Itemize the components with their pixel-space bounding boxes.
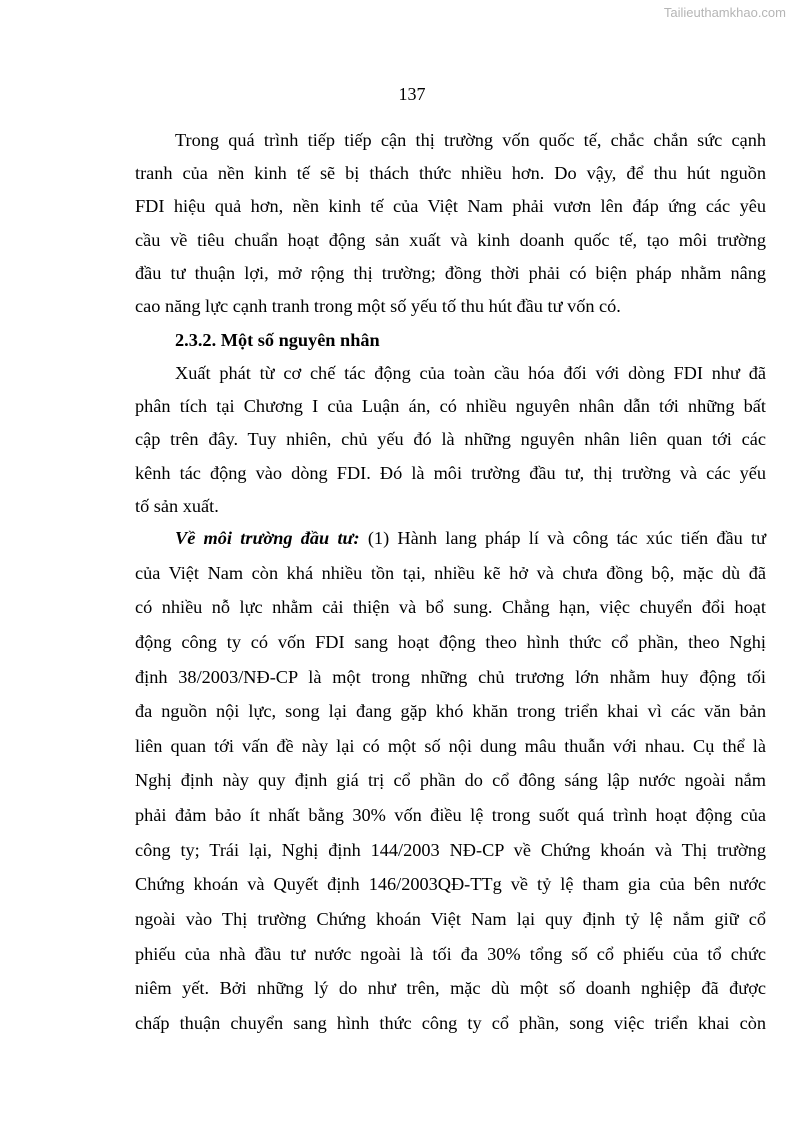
text-line [135, 521, 766, 556]
inline-heading: Về môi trường đầu tư: [175, 528, 360, 548]
text-line: đa nguồn nội lực, song lại đang gặp khó khăn trong triển khai vì các văn bản [135, 701, 766, 722]
text-line: Xuất phát từ cơ chế tác động của toàn cầu hóa đối với dòng FDI như đã [175, 363, 766, 383]
text-line: tranh của nền kinh tế sẽ bị thách thức nhiều hơn. Do vậy, để thu hút nguồn [135, 163, 766, 184]
text-span: (1) Hành lang pháp lí và công tác xúc tiến đầu tư [359, 528, 766, 548]
paragraph-1 [135, 124, 766, 323]
paragraph-2 [135, 357, 766, 523]
text-line: kênh tác động vào dòng FDI. Đó là môi trường đầu tư, thị trường và các yếu [135, 462, 766, 483]
text-line: đầu tư thuận lợi, mở rộng thị trường; đồng thời phải có biện pháp nhằm nâng [135, 262, 766, 283]
text-line: liên quan tới vấn đề này lại có một số nội dung mâu thuẫn với nhau. Cụ thể là [135, 735, 766, 756]
text-line: ngoài vào Thị trường Chứng khoán Việt Nam lại quy định tỷ lệ nắm giữ cổ [135, 909, 766, 930]
page-number: 137 [398, 84, 426, 104]
paragraph-3 [135, 521, 766, 1041]
text-line: động công ty có vốn FDI sang hoạt động theo hình thức cổ phần, theo Nghị [135, 631, 766, 652]
text-line: phải đảm bảo ít nhất bằng 30% vốn điều lệ trong suốt quá trình hoạt động của [135, 805, 766, 826]
text-line: cao năng lực cạnh tranh trong một số yếu tố thu hút đầu tư vốn có. [135, 295, 621, 316]
text-line: cầu về tiêu chuẩn hoạt động sản xuất và kinh doanh quốc tế, tạo môi trường [135, 229, 766, 250]
text-line: Nghị định này quy định giá trị cổ phần do cổ đông sáng lập nước ngoài nắm [135, 770, 766, 791]
text-line: Trong quá trình tiếp tiếp cận thị trường vốn quốc tế, chắc chắn sức cạnh [175, 130, 766, 150]
text-line: chấp thuận chuyển sang hình thức công ty cổ phần, song việc triển khai còn [135, 1012, 766, 1033]
text-line: phân tích tại Chương I của Luận án, có nhiều nguyên nhân dẫn tới những bất [135, 396, 766, 417]
text-line: công ty; Trái lại, Nghị định 144/2003 NĐ-CP về Chứng khoán và Thị trường [135, 839, 766, 860]
text-line: tố sản xuất. [135, 495, 219, 516]
text-line: phiếu của nhà đầu tư nước ngoài là tối đa 30% tổng số cổ phiếu của tổ chức [135, 943, 766, 964]
text-line: cập trên đây. Tuy nhiên, chủ yếu đó là những nguyên nhân liên quan tới các [135, 429, 766, 450]
text-line: của Việt Nam còn khá nhiều tồn tại, nhiều kẽ hở và chưa đồng bộ, mặc dù đã [135, 562, 766, 583]
text-line: có nhiều nỗ lực nhằm cải thiện và bổ sung. Chẳng hạn, việc chuyển đổi hoạt [135, 597, 766, 618]
text-line: FDI hiệu quả hơn, nền kinh tế của Việt Nam phải vươn lên đáp ứng các yêu [135, 196, 766, 217]
section-heading: 2.3.2. Một số nguyên nhân [175, 330, 380, 350]
watermark: Tailieuthamkhao.com [663, 5, 786, 20]
text-line: định 38/2003/NĐ-CP là một trong những chủ trương lớn nhằm huy động tối [135, 666, 766, 687]
text-line: niêm yết. Bởi những lý do như trên, mặc dù một số doanh nghiệp đã được [135, 978, 766, 999]
text-line: Chứng khoán và Quyết định 146/2003QĐ-TTg về tỷ lệ tham gia của bên nước [135, 874, 766, 895]
